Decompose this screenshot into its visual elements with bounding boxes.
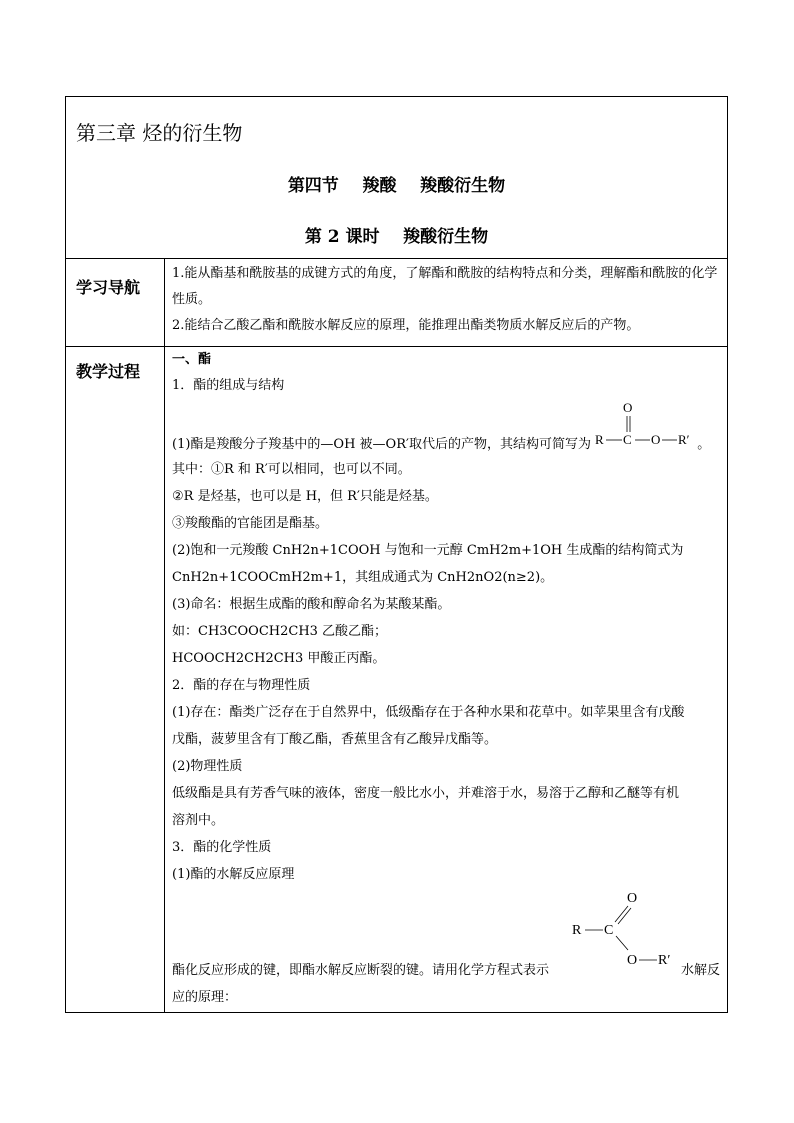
definition-line [172,400,711,452]
chapter-title: 第三章 烃的衍生物 [76,121,243,145]
note-1: 其中：①R 和 R′可以相同，也可以不同。 [172,462,411,477]
row-divider [66,346,727,347]
physical-line-2: 溶剂中。 [172,813,225,828]
subheading-chemical: 3．酯的化学性质 [172,840,272,855]
document-table [65,96,728,1013]
definition-text: (1)酯是羧酸分子羧基中的—OH 被—OR′取代后的产物，其结构可简写为 [172,437,591,452]
atom-o: O [627,953,638,968]
process-label: 教学过程 [76,362,141,381]
physical-line-1: 低级酯是具有芳香气味的液体，密度一般比水小，并难溶于水，易溶于乙醇和乙醚等有机 [172,786,680,801]
guide-item-2: 2.能结合乙酸乙酯和酰胺水解反应的原理，能推理出酯类物质水解反应后的产物。 [172,318,640,333]
existence-line-1: (1)存在：酯类广泛存在于自然界中，低级酯存在于各种水果和花草中。如苹果里含有戊酸 [172,705,685,720]
lesson-title: 第 2 课时 羧酸衍生物 [304,227,489,247]
guide-label: 学习导航 [76,278,141,297]
note-2: ②R 是烃基，也可以是 H，但 R′只能是烃基。 [172,489,438,504]
title-block [66,97,727,259]
ester-formula-inline [595,400,693,448]
atom-c: C [623,432,632,447]
existence-line-2: 戊酯，菠萝里含有丁酸乙酯，香蕉里含有乙酸异戊酯等。 [172,732,498,747]
column-divider [164,258,165,1012]
subheading-structure: 1．酯的组成与结构 [172,378,285,393]
hydrolysis-line-2: 应的原理： [172,990,238,1005]
physical-heading: (2)物理性质 [172,759,243,774]
atom-o-top: O [623,400,633,415]
hydrolysis-line-1-end: 水解反 [681,963,721,978]
ester-bond-diagram [572,888,702,968]
atom-o: O [651,432,661,447]
heading-ester: 一、酯 [172,352,212,367]
atom-r-prime: R′ [678,432,690,447]
bond [616,936,628,950]
atom-r-prime: R′ [658,953,671,968]
definition-end: 。 [697,437,711,452]
ester-structure-diagram [595,402,695,448]
naming-rule: (3)命名：根据生成酯的酸和醇命名为某酸某酯。 [172,597,451,612]
note-3: ③羧酸酯的官能团是酯基。 [172,516,329,531]
atom-r: R [572,923,582,938]
atom-c: C [604,923,614,938]
naming-example-2: HCOOCH2CH2CH3 甲酸正丙酯。 [172,651,386,666]
guide-content [172,261,724,339]
subheading-properties: 2．酯的存在与物理性质 [172,678,311,693]
naming-example-1: 如：CH3COOCH2CH3 乙酸乙酯； [172,624,388,639]
hydrolysis-text: 酯化反应形成的键，即酯水解反应断裂的键。请用化学方程式表示 [172,963,550,978]
section-title: 第四节 羧酸 羧酸衍生物 [287,176,506,196]
guide-item-1: 1.能从酯基和酰胺基的成键方式的角度，了解酯和酰胺的结构特点和分类，理解酯和酰胺的化学性质。 [172,266,718,307]
hydrolysis-heading: (1)酯的水解反应原理 [172,867,295,882]
hydrolysis-line-1 [172,959,549,978]
general-formula-line-2: CnH2n+1COOCmH2m+1，其组成通式为 CnH2nO2(n≥2)。 [172,570,554,585]
general-formula-line-1: (2)饱和一元羧酸 CnH2n+1COOH 与饱和一元醇 CmH2m+1OH 生成酯的结构简式为 [172,543,684,558]
atom-o-top: O [627,891,638,906]
atom-r: R [595,432,604,447]
